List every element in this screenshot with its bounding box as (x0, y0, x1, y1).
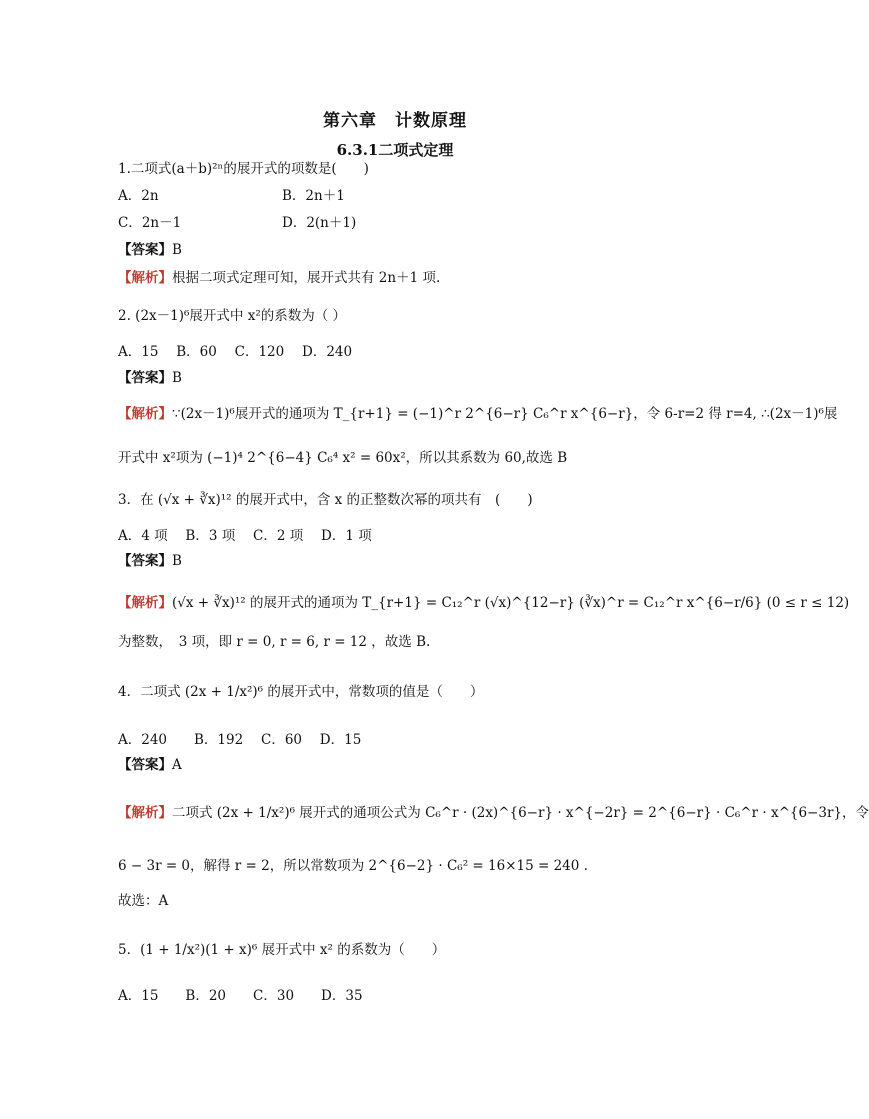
q4-answer (118, 755, 182, 775)
q4-analysis-text-1: 二项式 (2x + 1/x²)⁶ 展开式的通项公式为 C₆^r · (2x)^{6−r} · x^{−2r} = 2^{6−r} · C₆^r · x^{6−3r}，令 (172, 805, 869, 821)
analysis-label: 【解析】 (118, 805, 172, 821)
q5-options: A．15 B．20 C．30 D．35 (118, 988, 363, 1004)
q4-stem: 4．二项式 (2x + 1/x²)⁶ 的展开式中，常数项的值是（ ） (118, 684, 484, 700)
analysis-label: 【解析】 (118, 270, 172, 286)
q3-stem: 3．在 (√x + ∛x)¹² 的展开式中，含 x 的正整数次幂的项共有 ( ) (118, 492, 533, 508)
q1-stem: 1.二项式(a＋b)²ⁿ的展开式的项数是( ) (118, 161, 369, 177)
answer-label: 【答案】 (118, 242, 172, 258)
q4-analysis-line2: 6 − 3r = 0，解得 r = 2，所以常数项为 2^{6−2} · C₆² = 16×15 = 240 . (118, 858, 588, 874)
q3-analysis-line1 (118, 593, 849, 613)
q1-analysis-text: 根据二项式定理可知，展开式共有 2n＋1 项. (172, 270, 441, 286)
answer-label: 【答案】 (118, 553, 172, 569)
q1-option-a: A．2n (118, 188, 159, 204)
section-title: 6.3.1二项式定理 (336, 141, 454, 159)
q4-conclusion: 故选：A (118, 893, 169, 909)
q3-options: A．4 项 B．3 项 C．2 项 D．1 项 (118, 528, 372, 544)
q2-analysis-line2: 开式中 x²项为 (−1)⁴ 2^{6−4} C₆⁴ x² = 60x²，所以其系数为 60,故选 B (118, 450, 568, 466)
q3-answer-value: B (172, 553, 182, 569)
q3-analysis-text-1: (√x + ∛x)¹² 的展开式的通项为 T_{r+1} = C₁₂^r (√x)^{12−r} (∛x)^r = C₁₂^r x^{6−r/6} (0 ≤ r ≤ 12) (172, 595, 850, 611)
q2-options: A．15 B．60 C．120 D．240 (118, 344, 353, 360)
q1-option-d: D．2(n＋1) (282, 215, 357, 231)
answer-label: 【答案】 (118, 370, 172, 386)
q4-options: A．240 B．192 C．60 D．15 (118, 732, 362, 748)
chapter-title: 第六章 计数原理 (323, 111, 467, 131)
q1-analysis (118, 268, 440, 288)
q2-stem: 2. (2x－1)⁶展开式中 x²的系数为（ ） (118, 308, 347, 324)
q1-answer (118, 240, 182, 260)
q2-answer-value: B (172, 370, 182, 386)
q2-analysis-line1 (118, 404, 837, 424)
q2-answer (118, 368, 182, 388)
q1-option-c: C．2n－1 (118, 215, 182, 231)
answer-label: 【答案】 (118, 757, 172, 773)
q5-stem: 5．(1 + 1/x²)(1 + x)⁶ 展开式中 x² 的系数为（ ） (118, 942, 446, 958)
q2-analysis-text-1: ∵(2x－1)⁶展开式的通项为 T_{r+1} = (−1)^r 2^{6−r} C₆^r x^{6−r}，令 6-r=2 得 r=4, ∴(2x－1)⁶展 (172, 406, 838, 422)
q3-answer (118, 551, 182, 571)
q1-answer-value: B (172, 242, 182, 258)
q1-option-b: B．2n＋1 (282, 188, 345, 204)
analysis-label: 【解析】 (118, 406, 172, 422)
q4-analysis-line1 (118, 803, 869, 823)
q4-answer-value: A (172, 757, 182, 773)
analysis-label: 【解析】 (118, 595, 172, 611)
q3-analysis-line2: 为整数， 3 项，即 r = 0, r = 6, r = 12 ，故选 B. (118, 634, 431, 650)
